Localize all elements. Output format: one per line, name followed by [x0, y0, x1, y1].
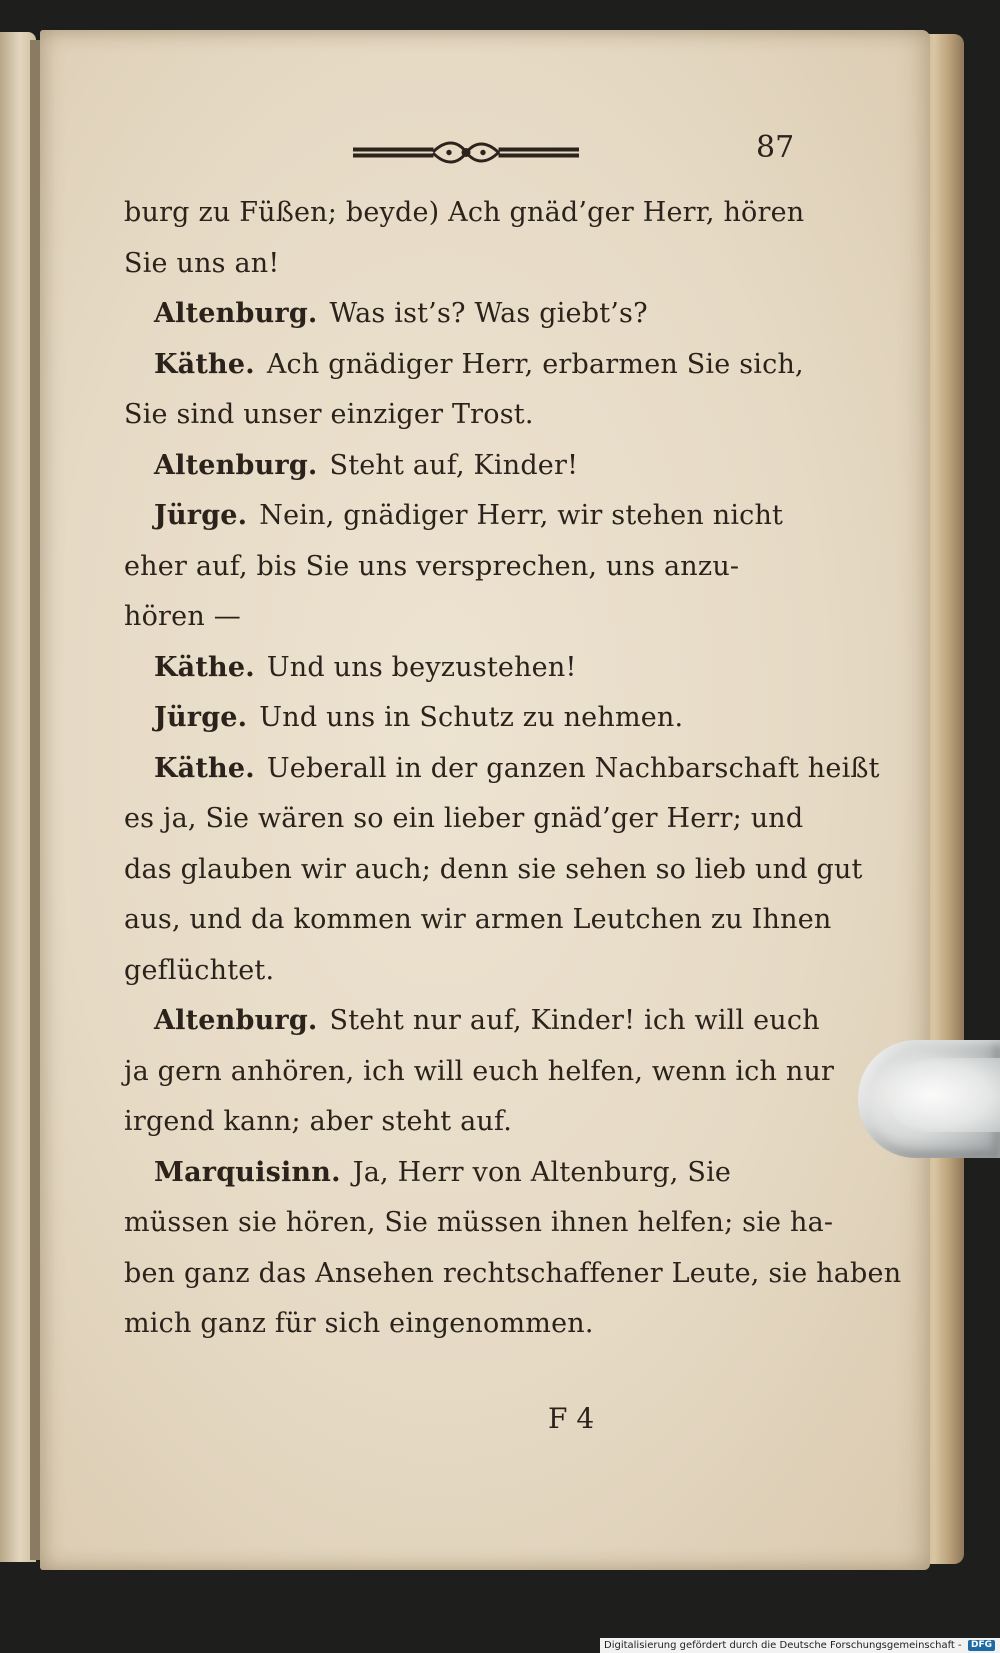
- text-line: [124, 1047, 835, 1098]
- line-text: Sie sind unser einziger Trost.: [124, 399, 534, 430]
- line-text: mich ganz für sich eingenommen.: [124, 1308, 594, 1339]
- line-text: eher auf, bis Sie uns versprechen, uns anzu-: [124, 550, 740, 582]
- line-text: Steht nur auf, Kinder! ich will euch: [329, 1005, 820, 1036]
- text-line: [124, 895, 832, 946]
- text-line: [124, 188, 804, 239]
- speaker-name: Käthe.: [154, 651, 255, 683]
- text-line: [124, 744, 880, 795]
- line-text: müssen sie hören, Sie müssen ihnen helfen; sie ha-: [124, 1207, 834, 1238]
- text-line: [124, 239, 804, 290]
- text-line: [124, 693, 804, 744]
- speaker-name: Altenburg.: [154, 298, 318, 329]
- line-text: das glauben wir auch; denn sie sehen so lieb und gut: [124, 853, 863, 885]
- text-line: [124, 845, 863, 896]
- text-line: [124, 441, 804, 492]
- page-clip-highlight: [888, 1058, 1000, 1132]
- line-text: Steht auf, Kinder!: [329, 449, 579, 481]
- text-line: [124, 491, 804, 542]
- line-text: Und uns beyzustehen!: [266, 651, 577, 683]
- dfg-logo: DFG: [968, 1640, 995, 1651]
- body-text: [124, 188, 902, 1350]
- speaker-name: Altenburg.: [154, 1005, 318, 1036]
- text-line: [124, 794, 804, 845]
- text-line: [124, 1097, 804, 1148]
- line-text: irgend kann; aber steht auf.: [124, 1106, 513, 1137]
- text-line: [124, 1249, 902, 1300]
- speaker-name: Altenburg.: [154, 449, 318, 481]
- line-text: Sie uns an!: [124, 247, 280, 279]
- text-line: [124, 946, 804, 997]
- speaker-name: Jürge.: [154, 500, 248, 531]
- binding-shadow: [30, 40, 40, 1560]
- line-text: es ja, Sie wären so ein lieber gnäd’ger Herr; und: [124, 803, 804, 834]
- line-text: geflüchtet.: [124, 954, 275, 986]
- line-text: ben ganz das Ansehen rechtschaffener Leute, sie haben: [124, 1257, 902, 1289]
- text-line: [124, 643, 804, 694]
- line-text: Ach gnädiger Herr, erbarmen Sie sich,: [266, 348, 804, 380]
- speaker-name: Marquisinn.: [154, 1156, 341, 1188]
- speaker-name: Käthe.: [154, 752, 255, 784]
- text-line: [124, 592, 804, 643]
- text-line: [124, 340, 804, 391]
- line-text: Ueberall in der ganzen Nachbarschaft heißt: [266, 752, 880, 784]
- text-line: [124, 1148, 804, 1199]
- line-text: burg zu Füßen; beyde) Ach gnäd’ger Herr, hören: [124, 197, 805, 228]
- line-text: Nein, gnädiger Herr, wir stehen nicht: [259, 500, 784, 531]
- line-text: ja gern anhören, ich will euch helfen, wenn ich nur: [124, 1055, 835, 1087]
- ornament-divider: [353, 136, 579, 170]
- line-text: Ja, Herr von Altenburg, Sie: [352, 1156, 732, 1188]
- text-line: [124, 289, 804, 340]
- text-line: [124, 1198, 834, 1249]
- line-text: Was ist’s? Was giebt’s?: [329, 298, 648, 329]
- text-line: [124, 1299, 804, 1350]
- signature-mark: F 4: [548, 1402, 595, 1435]
- speaker-name: Jürge.: [154, 702, 248, 733]
- line-text: aus, und da kommen wir armen Leutchen zu Ihnen: [124, 904, 832, 935]
- footer-credit: Digitalisierung gefördert durch die Deutsche Forschungsgemeinschaft -: [604, 1640, 962, 1651]
- text-line: [124, 542, 804, 593]
- page-number: 87: [756, 130, 795, 165]
- line-text: hören —: [124, 601, 241, 632]
- text-line: [124, 390, 804, 441]
- line-text: Und uns in Schutz zu nehmen.: [259, 702, 684, 733]
- text-line: [124, 996, 820, 1047]
- speaker-name: Käthe.: [154, 348, 255, 380]
